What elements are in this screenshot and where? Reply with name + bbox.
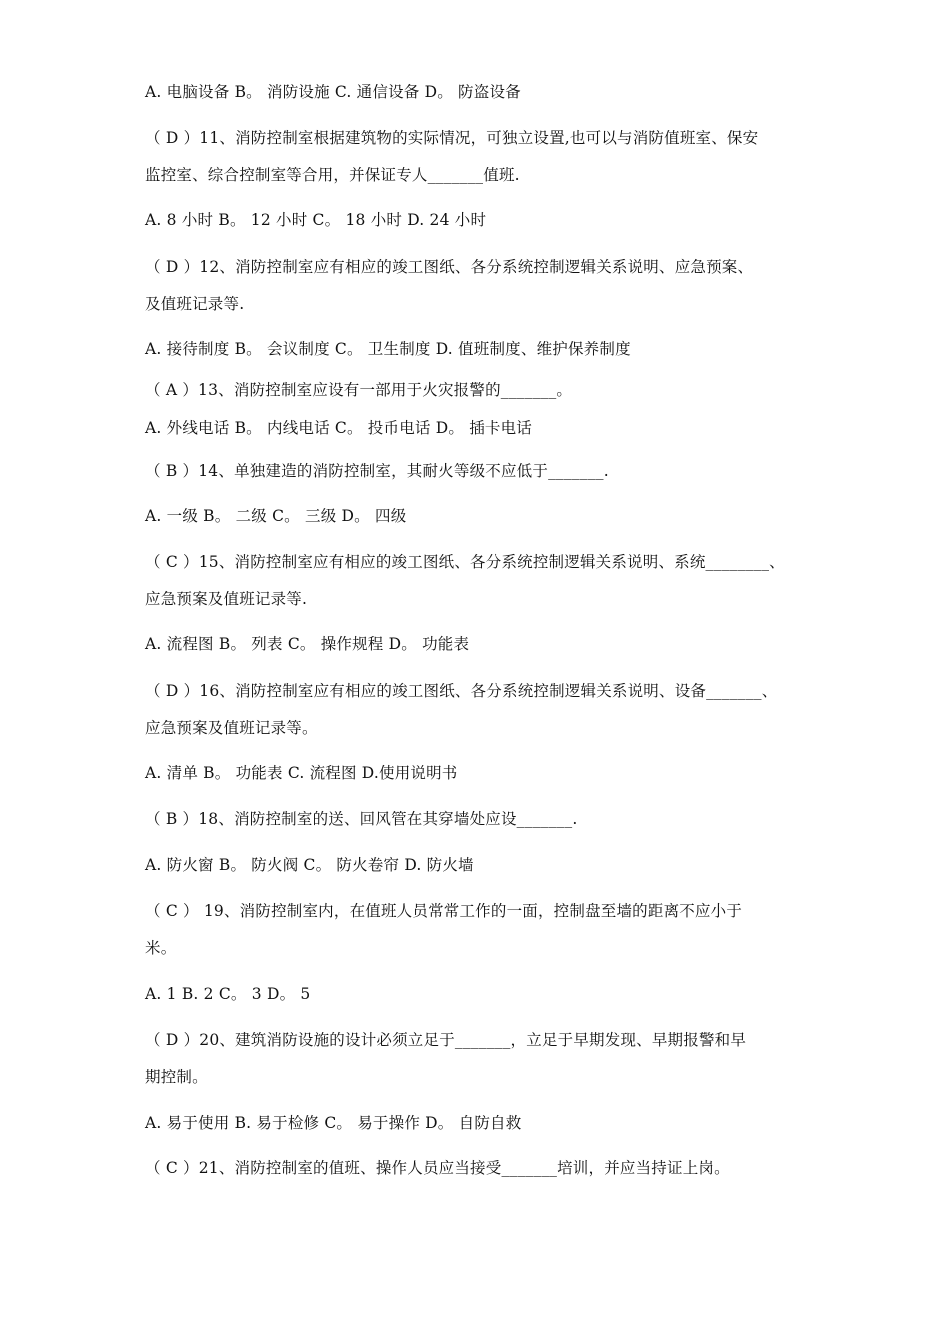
question-11-line2: 监控室、综合控制室等合用，并保证专人_______值班. xyxy=(145,166,520,184)
question-12-line2: 及值班记录等. xyxy=(145,295,245,313)
options-q20: A. 易于使用 B. 易于检修 C。 易于操作 D。 自防自救 xyxy=(145,1114,522,1132)
question-20-line2: 期控制。 xyxy=(145,1068,208,1086)
question-15-line1: （ C ）15、消防控制室应有相应的竣工图纸、各分系统控制逻辑关系说明、系统________、 xyxy=(145,553,785,571)
options-q18: A. 防火窗 B。 防火阀 C。 防火卷帘 D. 防火墙 xyxy=(145,856,474,874)
question-16-line2: 应急预案及值班记录等。 xyxy=(145,719,318,737)
question-21: （ C ）21、消防控制室的值班、操作人员应当接受_______培训，并应当持证上岗。 xyxy=(145,1159,730,1177)
question-19-line2: 米。 xyxy=(145,939,177,957)
options-q19: A. 1 B. 2 C。 3 D。 5 xyxy=(145,985,311,1003)
question-16-line1: （ D ）16、消防控制室应有相应的竣工图纸、各分系统控制逻辑关系说明、设备_______、 xyxy=(145,682,778,700)
options-q15: A. 流程图 B。 列表 C。 操作规程 D。 功能表 xyxy=(145,635,470,653)
question-19-line1: （ C ） 19、消防控制室内，在值班人员常常工作的一面，控制盘至墙的距离不应小于 xyxy=(145,902,743,920)
options-q13: A. 外线电话 B。 内线电话 C。 投币电话 D。 插卡电话 xyxy=(145,419,532,437)
question-20-line1: （ D ）20、建筑消防设施的设计必须立足于_______，立足于早期发现、早期报警和早 xyxy=(145,1031,747,1049)
options-q14: A. 一级 B。 二级 C。 三级 D。 四级 xyxy=(145,507,407,525)
options-q16: A. 清单 B。 功能表 C. 流程图 D.使用说明书 xyxy=(145,764,458,782)
options-q10: A. 电脑设备 B。 消防设施 C. 通信设备 D。 防盗设备 xyxy=(145,83,521,101)
question-13: （ A ）13、消防控制室应设有一部用于火灾报警的_______。 xyxy=(145,381,573,399)
options-q12: A. 接待制度 B。 会议制度 C。 卫生制度 D. 值班制度、维护保养制度 xyxy=(145,340,631,358)
question-11-line1: （ D ）11、消防控制室根据建筑物的实际情况，可独立设置,也可以与消防值班室、保安 xyxy=(145,129,759,147)
question-12-line1: （ D ）12、消防控制室应有相应的竣工图纸、各分系统控制逻辑关系说明、应急预案、 xyxy=(145,258,754,276)
question-18: （ B ）18、消防控制室的送、回风管在其穿墙处应设_______. xyxy=(145,810,578,828)
options-q11: A. 8 小时 B。 12 小时 C。 18 小时 D. 24 小时 xyxy=(145,211,487,229)
question-15-line2: 应急预案及值班记录等. xyxy=(145,590,308,608)
question-14: （ B ）14、单独建造的消防控制室，其耐火等级不应低于_______. xyxy=(145,462,609,480)
